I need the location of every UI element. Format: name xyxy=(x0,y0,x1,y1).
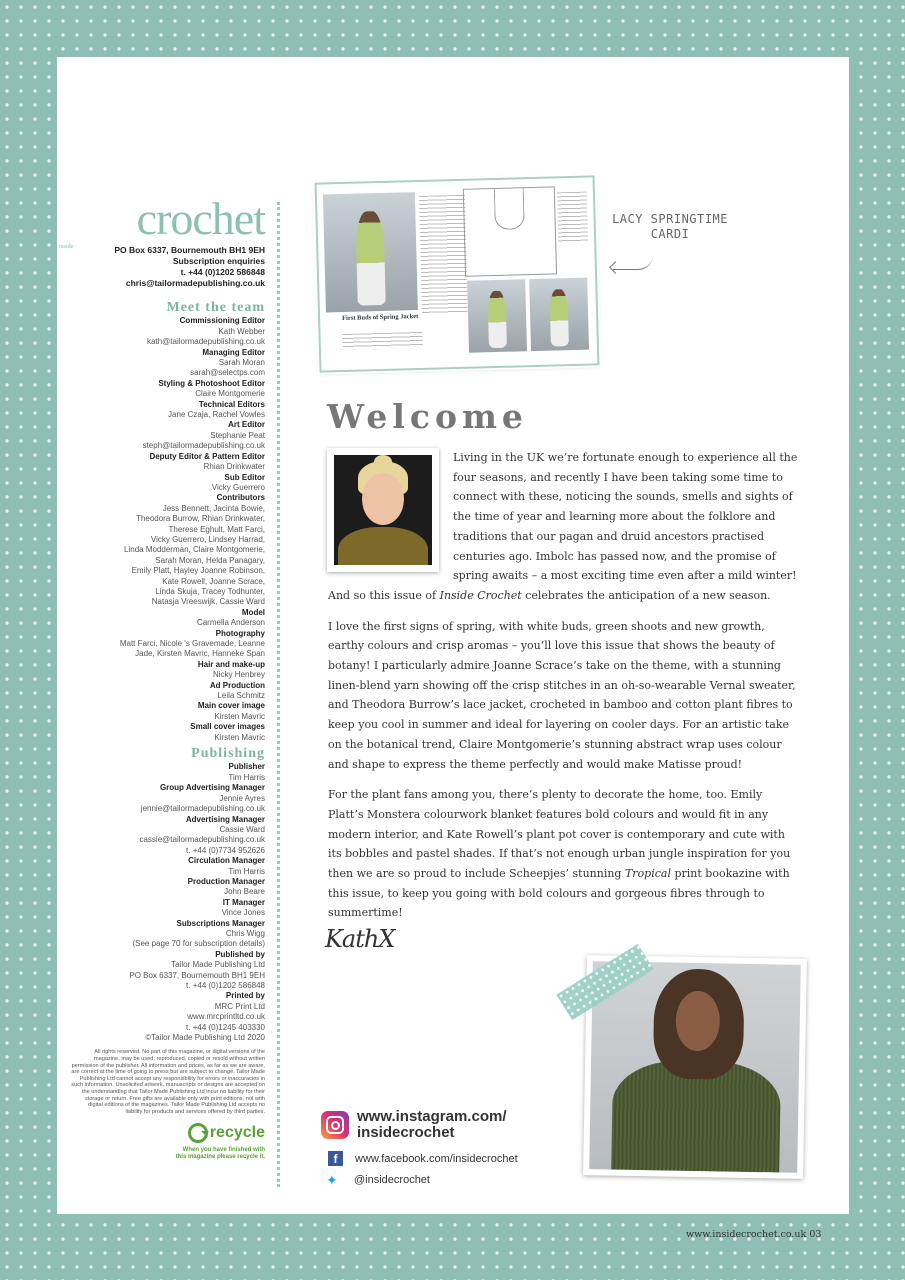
team-detail: sarah@selectps.com xyxy=(190,368,265,378)
team-heading: Meet the team xyxy=(166,300,265,315)
team-detail: Therese Eghult, Matt Farci, xyxy=(168,524,265,534)
team-role: Ad Production xyxy=(209,680,265,690)
team-role: Hair and make-up xyxy=(197,659,265,669)
editor-signature: KathX xyxy=(325,925,395,953)
editorial-body xyxy=(328,448,800,934)
team-role: Deputy Editor & Pattern Editor xyxy=(149,451,265,461)
paragraph-3: For the plant fans among you, there’s plenty to decorate the home, too. Emily Platt’s Monstera colourwork blanket features bold colours and would fit in any modern interior, and Kate Rowell’s plant pot cover is contemporary and cute with its bobbles and pastel shades. If that’s not enough urban jungle inspiration for you then we are so proud to include Scheepjes’ stunning Tropical print bookazine with this issue, to keep you going with bold colours and gorgeous fibres through to summertime! xyxy=(328,788,791,920)
page-footer: www.insidecrochet.co.uk 03 xyxy=(686,1229,822,1240)
team-detail: Linda Skuja, Tracey Todhunter, xyxy=(155,586,265,596)
team-detail: Vicky Guerrero, Lindsey Harrad, xyxy=(150,534,265,544)
team-detail: kath@tailormadepublishing.co.uk xyxy=(147,337,265,347)
publishing-role: Subscriptions Manager xyxy=(176,918,265,928)
team-role: Small cover images xyxy=(190,722,265,732)
paragraph-1: Living in the UK we’re fortunate enough to experience all the four seasons, and recently I have been taking some time to connect with these, noticing the sounds, smells and sights of the time of year and learning more about the folklore and traditions that our pagan and druid ancestors practised centuries ago. Imbolc has passed now, and the promise of spring awaits – a most exciting time even after a mild winter! And so this issue of Inside Crochet celebrates the anticipation of a new season. xyxy=(328,451,798,602)
publishing-detail: Jennie Ayres xyxy=(219,793,265,803)
social-links xyxy=(321,1109,518,1187)
publishing-detail: Chris Wigg xyxy=(225,928,265,938)
publishing-detail: Cassie Ward xyxy=(219,824,265,834)
team-role: Styling & Photoshoot Editor xyxy=(158,378,265,388)
logo-inside-text: inside xyxy=(59,244,74,250)
team-detail: Jess Bennett, Jacinta Bowie, xyxy=(162,503,265,513)
team-detail: Nicky Henbrey xyxy=(212,670,265,680)
publishing-detail: PO Box 6337, Bournemouth BH1 9EH xyxy=(129,970,265,980)
garment-diagram xyxy=(463,186,557,276)
publishing-detail: www.mrcprintltd.co.uk xyxy=(187,1012,265,1022)
team-detail: Jane Czaja, Rachel Vowles xyxy=(168,410,265,420)
team-detail: Matt Farci, Nicole 's Gravemade, Leanne xyxy=(119,639,265,648)
team-detail: Emily Platt, Hayley Joanne Robinson, xyxy=(131,566,265,576)
team-role: Sub Editor xyxy=(224,472,265,482)
team-detail: Leila Schmitz xyxy=(217,691,265,701)
publishing-detail: (See page 70 for subscription details) xyxy=(132,939,265,949)
team-detail: Sarah Moran, Helda Panagary, xyxy=(155,555,265,565)
publishing-role: Group Advertising Manager xyxy=(159,783,265,793)
arrow-icon xyxy=(613,255,653,270)
team-detail: Stephanie Peat xyxy=(210,430,265,440)
publishing-detail: John Beare xyxy=(224,887,265,897)
publishing-detail: jennie@tailormadepublishing.co.uk xyxy=(140,804,265,814)
publishing-detail: cassie@tailormadepublishing.co.uk xyxy=(139,835,265,845)
publishing-role: Published by xyxy=(215,949,265,959)
team-role: Model xyxy=(241,607,265,617)
magazine-page xyxy=(57,57,849,1214)
publishing-detail: Vince Jones xyxy=(221,908,265,918)
team-detail: steph@tailormadepublishing.co.uk xyxy=(142,441,265,451)
facebook-link[interactable]: www.facebook.com/insidecrochet xyxy=(355,1152,518,1165)
publishing-heading: Publishing xyxy=(191,746,265,762)
recycle-icon xyxy=(188,1123,208,1143)
team-detail: Claire Montgomerie xyxy=(195,389,265,399)
team-detail: Theodora Burrow, Rhian Drinkwater, xyxy=(136,514,265,524)
team-detail: Carmella Anderson xyxy=(196,618,265,628)
publishing-role: Publisher xyxy=(228,762,265,772)
spread-title: First Buds of Spring Jacket xyxy=(342,313,419,323)
recycle-badge: recycle When you have finished with this magazine please recycle it. xyxy=(175,1124,265,1160)
team-role: Commissioning Editor xyxy=(179,316,265,326)
instagram-link[interactable]: www.instagram.com/ insidecrochet xyxy=(357,1108,507,1141)
publishing-list xyxy=(57,762,265,1043)
pattern-spread-preview xyxy=(315,175,600,372)
team-list xyxy=(57,316,265,743)
team-role: Main cover image xyxy=(197,701,265,711)
publishing-role: IT Manager xyxy=(222,897,265,907)
dotted-divider xyxy=(277,202,280,1187)
publishing-detail: Tim Harris xyxy=(228,866,265,876)
team-detail: Kath Webber xyxy=(218,326,265,336)
team-detail: Natasja Vreeswijk, Cassie Ward xyxy=(151,597,265,607)
team-detail: Linda Modderman, Claire Montgomerie, xyxy=(124,545,265,555)
team-role: Technical Editors xyxy=(198,399,265,409)
instagram-icon xyxy=(321,1111,349,1139)
side-view-thumb xyxy=(529,278,589,351)
contact-address: PO Box 6337, Bournemouth BH1 9EH Subscription enquiries t. +44 (0)1202 586848 chris@tailormadepublishing.co.uk xyxy=(114,245,265,288)
team-detail: Kirsten Mavric xyxy=(214,732,265,742)
twitter-link[interactable]: @insidecrochet xyxy=(354,1174,430,1186)
page-title: Welcome xyxy=(327,397,528,436)
team-role: Contributors xyxy=(216,493,265,503)
publishing-role: Printed by xyxy=(225,991,265,1001)
text-column-thumb xyxy=(419,195,468,314)
team-detail: Sarah Moran xyxy=(218,358,265,368)
publishing-detail: ©Tailor Made Publishing Ltd 2020 xyxy=(145,1033,265,1043)
facebook-icon: f xyxy=(328,1151,343,1166)
team-detail: Rhian Drinkwater xyxy=(203,462,265,472)
publishing-role: Circulation Manager xyxy=(188,856,265,866)
team-role: Photography xyxy=(215,628,265,638)
publishing-role: Production Manager xyxy=(187,876,265,886)
team-detail: Kirsten Mavric xyxy=(214,711,265,721)
team-detail: Jade, Kirsten Mavric, Hanneke Span xyxy=(135,649,265,659)
masthead-sidebar xyxy=(57,193,265,1161)
model-photo-thumb xyxy=(323,192,418,312)
team-detail: Vicky Guerrero xyxy=(211,482,265,492)
publishing-detail: Tim Harris xyxy=(228,772,265,782)
crochet-logo: inside crochet xyxy=(57,197,265,241)
publishing-role: Advertising Manager xyxy=(185,814,265,824)
publishing-detail: t. +44 (0)1202 586848 xyxy=(186,981,265,990)
team-detail: Kate Rowell, Joanne Scrace, xyxy=(162,576,265,586)
handwritten-note: LACY SPRINGTIME CARDI xyxy=(612,212,728,241)
publishing-detail: t. +44 (0)7734 952626 xyxy=(186,845,265,855)
publishing-detail: t. +44 (0)1245 403330 xyxy=(186,1022,265,1032)
team-role: Art Editor xyxy=(228,420,265,430)
publishing-detail: Tailor Made Publishing Ltd xyxy=(171,960,265,970)
twitter-icon: ✦ xyxy=(326,1172,338,1188)
publishing-detail: MRC Print Ltd xyxy=(214,1001,265,1011)
team-role: Managing Editor xyxy=(202,347,265,357)
legal-notice: All rights reserved. No part of this magazine, or digital versions of the magazine, may be used, reproduced, copied or resold without written permission of the publisher. All information and prices, as far as we are aware, are correct at the time of going to press but are subject to change. Tailor Made Publishing Ltd cannot accept any responsibility for errors or inaccuracies in such information. Unsolicited artwork, manuscripts or designs are accepted on the understanding that Tailor Made Publishing Ltd incur no liability for their storage or return. Free gifts are available only with print editions, not with digital editions of the magazines. Tailor Made Publishing Ltd accepts no liability for products and services offered by third parties. xyxy=(71,1049,265,1115)
back-view-thumb xyxy=(467,279,527,352)
paragraph-2: I love the first signs of spring, with white buds, green shoots and new growth, earthy colours and crisp aromas – you’ll love this issue that shows the beauty of botany! I particularly admire Joanne Scrace’s take on the theme, with a stunning linen-blend yarn showing off the crisp stitches in an oh-so-wearable Vernal sweater, and Theodora Burrow’s lace jacket, crocheted in bamboo and cotton plant fibres to keep you cool in summer and ideal for layering on cooler days. For an artistic take on the botanical trend, Claire Montgomerie’s stunning abstract wrap uses colour and shape to express the theme perfectly and would make Matisse proud! xyxy=(328,619,796,771)
